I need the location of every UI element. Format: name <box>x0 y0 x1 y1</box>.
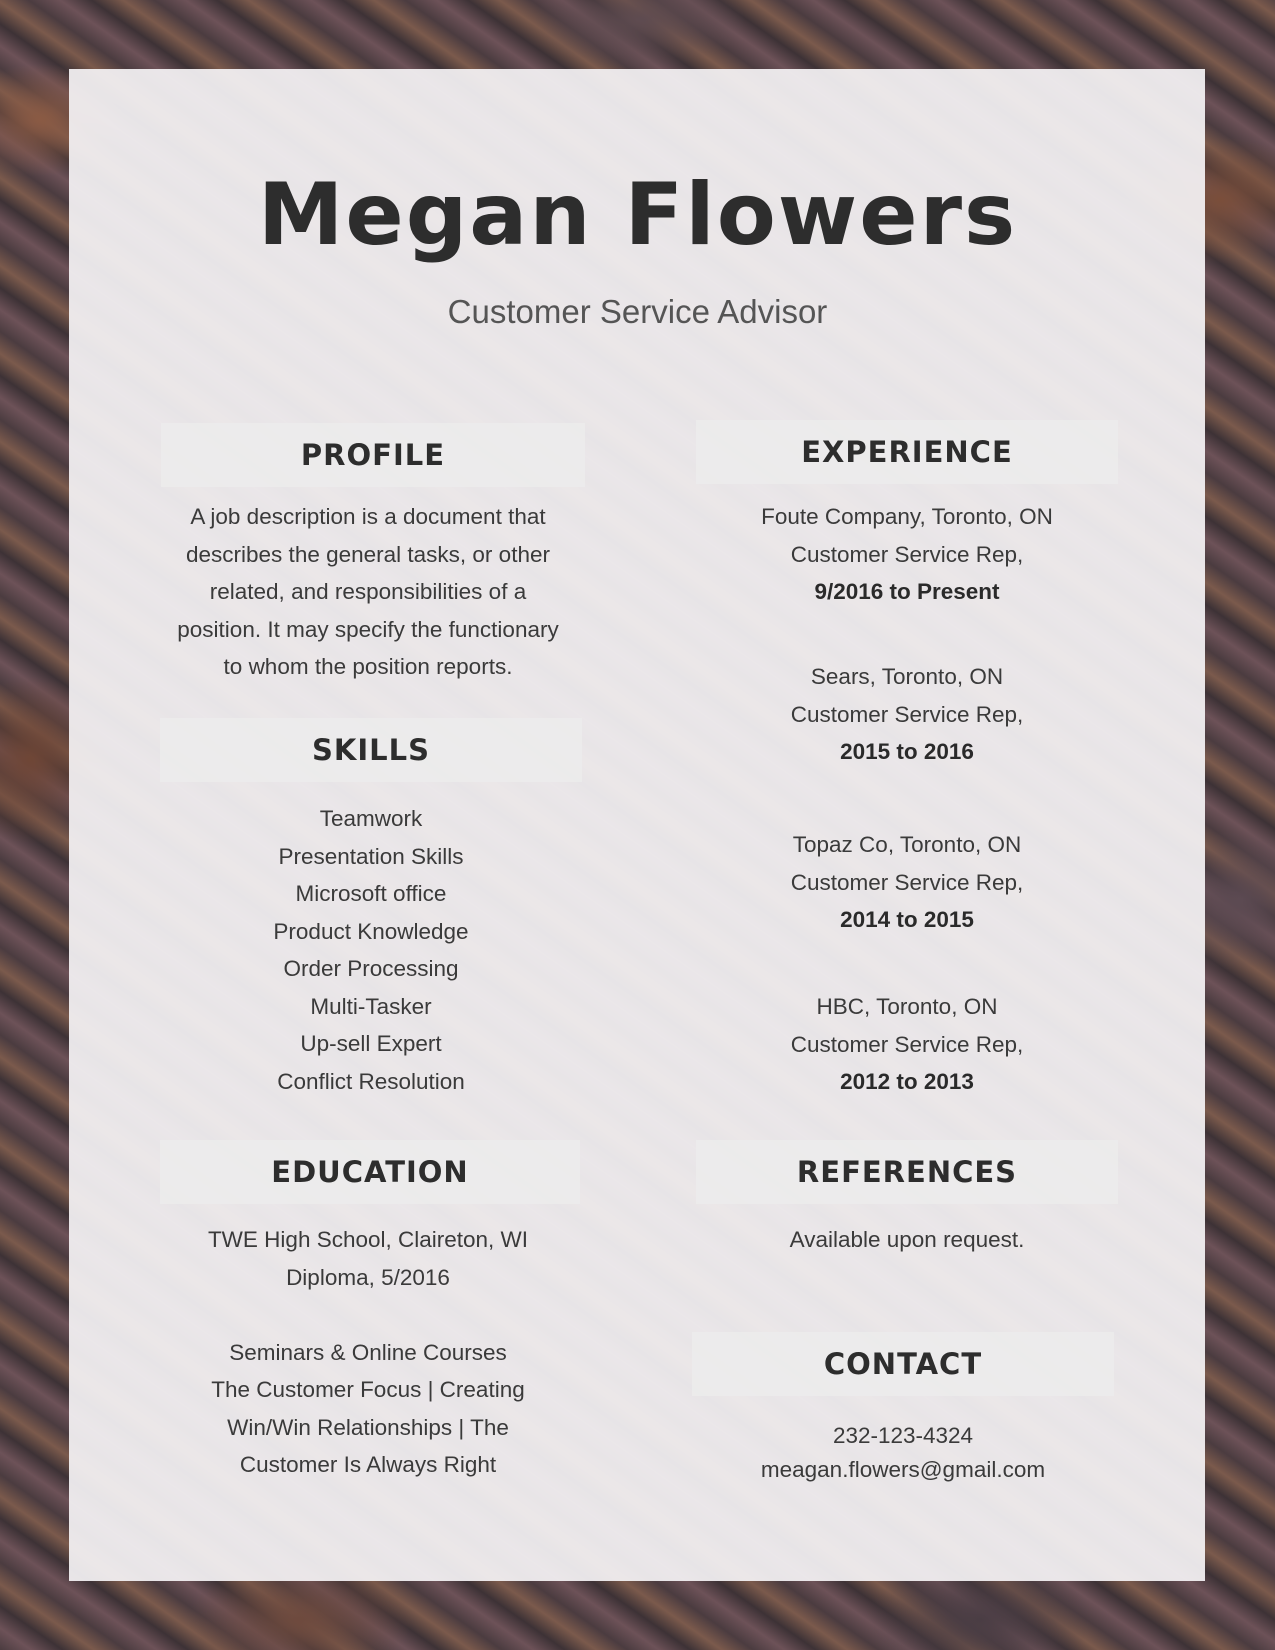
references-text <box>696 1221 1118 1259</box>
job-company: Sears, Toronto, ON <box>810 664 1004 689</box>
skill-item: Multi-Tasker <box>310 993 432 1019</box>
skill-item: Up-sell Expert <box>300 1031 442 1056</box>
experience-job <box>696 658 1118 771</box>
profile-line: related, and responsibilities of a <box>209 579 527 604</box>
skill-item: Teamwork <box>319 806 423 831</box>
profile-heading: PROFILE <box>161 423 585 487</box>
skill-item: Microsoft office <box>295 881 447 906</box>
job-title: Customer Service Advisor <box>447 293 828 330</box>
skill-item: Conflict Resolution <box>277 1068 465 1094</box>
job-role: Customer Service Rep, <box>790 541 1024 567</box>
job-role: Customer Service Rep, <box>790 701 1024 727</box>
job-company: Foute Company, Toronto, ON <box>761 504 1053 529</box>
courses-line: Customer Is Always Right <box>239 1452 497 1477</box>
job-company: Topaz Co, Toronto, ON <box>792 832 1022 857</box>
education-diploma: Diploma, 5/2016 <box>286 1264 450 1290</box>
courses-title: Seminars & Online Courses <box>229 1339 507 1365</box>
job-role: Customer Service Rep, <box>790 1031 1024 1057</box>
references-line: Available upon request. <box>789 1227 1025 1252</box>
experience-job <box>696 498 1118 611</box>
profile-text <box>138 498 598 686</box>
experience-heading: EXPERIENCE <box>696 420 1118 484</box>
contact-text <box>692 1419 1114 1487</box>
education-text <box>138 1221 598 1484</box>
education-heading: EDUCATION <box>160 1140 580 1204</box>
job-dates: 2012 to 2013 <box>840 1069 974 1094</box>
candidate-name: Megan Flowers <box>257 165 1018 265</box>
profile-line: describes the general tasks, or other <box>186 541 550 567</box>
job-dates: 9/2016 to Present <box>814 579 1000 604</box>
contact-phone: 232-123-4324 <box>832 1423 974 1448</box>
profile-line: position. It may specify the functionary <box>177 616 559 642</box>
job-dates: 2015 to 2016 <box>840 739 974 764</box>
experience-job <box>696 826 1118 939</box>
profile-line: A job description is a document that <box>190 504 546 529</box>
skill-item: Product Knowledge <box>273 918 469 944</box>
job-company: HBC, Toronto, ON <box>816 994 998 1019</box>
job-dates: 2014 to 2015 <box>840 907 974 932</box>
references-heading: REFERENCES <box>696 1140 1118 1204</box>
skill-item: Presentation Skills <box>278 843 464 869</box>
courses-line: The Customer Focus | Creating <box>211 1377 525 1402</box>
education-school: TWE High School, Claireton, WI <box>207 1227 529 1252</box>
skill-item: Order Processing <box>283 956 459 981</box>
skills-list <box>160 800 582 1100</box>
contact-heading: CONTACT <box>692 1332 1114 1396</box>
courses-line: Win/Win Relationships | The <box>227 1414 509 1440</box>
skills-heading: SKILLS <box>160 718 582 782</box>
profile-line: to whom the position reports. <box>223 654 513 679</box>
contact-email: meagan.flowers@gmail.com <box>760 1457 1046 1482</box>
job-role: Customer Service Rep, <box>790 869 1024 895</box>
experience-job <box>696 988 1118 1101</box>
